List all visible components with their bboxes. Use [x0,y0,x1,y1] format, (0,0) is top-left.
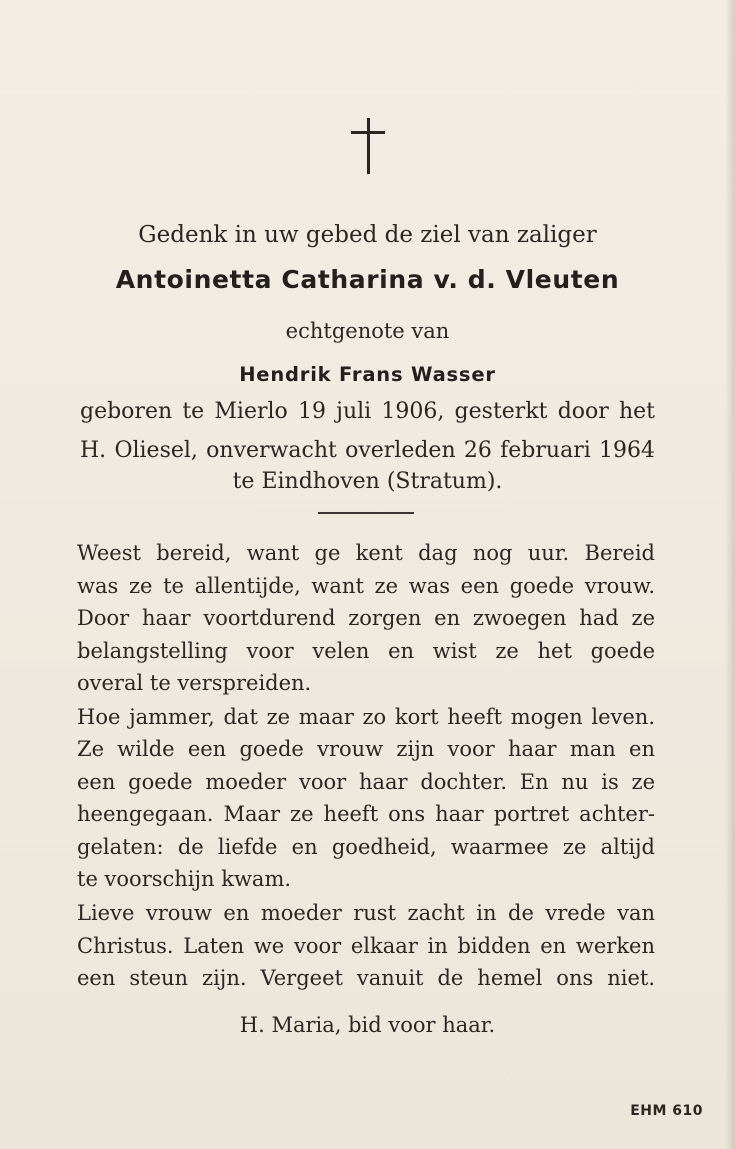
paragraph-line: een goede moeder voor haar dochter. En nu is ze [77,770,655,794]
life-line: geboren te Mierlo 19 juli 1906, gesterkt door het [80,399,655,424]
paragraph-line: gelaten: de liefde en goedheid, waarmee ze altijd [77,835,655,859]
paragraph-line: Weest bereid, want ge kent dag nog uur. Bereid [77,541,655,565]
paragraph-line: Hoe jammer, dat ze maar zo kort heeft mogen leven. [77,705,655,729]
paragraph-line: een steun zijn. Vergeet vanuit de hemel ons niet. [77,966,655,990]
deceased-name: Antoinetta Catharina v. d. Vleuten [115,265,620,294]
publisher-code: EHM 610 [630,1103,703,1119]
remembrance-intro: Gedenk in uw gebed de ziel van zaliger [138,222,597,248]
closing-prayer: H. Maria, bid voor haar. [239,1013,496,1037]
divider-line [318,512,414,514]
paragraph-line: was ze te allentijde, want ze was een goede vrouw. [77,574,655,598]
paragraph-line: heengegaan. Maar ze heeft ons haar portret achter- [77,802,655,826]
card-edge-shadow [725,0,735,1149]
paragraph-line: Door haar voortdurend zorgen en zwoegen had ze [77,606,655,630]
spouse-name: Hendrik Frans Wasser [239,363,496,386]
paragraph-line: Christus. Laten we voor elkaar in bidden en werken [77,934,655,958]
paragraph-line: Ze wilde een goede vrouw zijn voor haar man en [77,737,655,761]
paragraph-line: Lieve vrouw en moeder rust zacht in de vrede van [77,901,655,925]
paragraph-line: overal te verspreiden. [77,671,312,695]
spouse-of-label: echtgenote van [285,319,450,343]
life-line: te Eindhoven (Stratum). [232,469,503,494]
cross-icon [351,118,385,174]
paragraph-line: belangstelling voor velen en wist ze het goede [77,639,655,663]
paragraph-line: te voorschijn kwam. [77,867,292,891]
life-line: H. Oliesel, onverwacht overleden 26 februari 1964 [80,438,655,463]
